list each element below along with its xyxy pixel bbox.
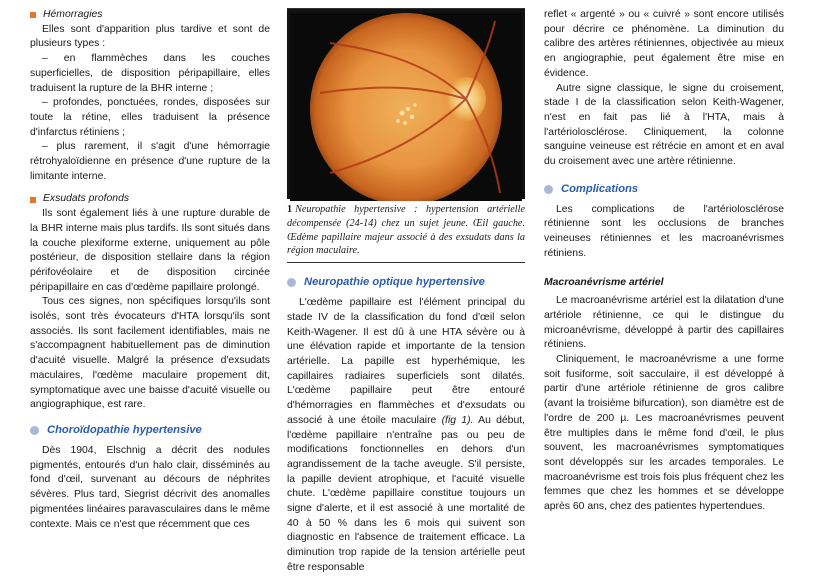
circle-bullet-icon: [30, 426, 39, 435]
circle-bullet-icon: [287, 278, 296, 287]
croisement-paragraph: Autre signe classique, le signe du croisement, stade I de la classification selon Keith-Wagener, n'est en fait pas lié à l'HTA, mais à l'artériolosclérose. Cliniquement, la colonne sanguine veineuse est rétrécie en amont et en aval du croisement avec une artère rétinienne.: [544, 82, 784, 168]
figure-reference-link[interactable]: (fig 1).: [441, 414, 474, 426]
subheading-macroanevrisme: Macroanévrisme artériel: [544, 276, 664, 288]
subheading-hemorragies: Hémorragies: [30, 8, 270, 23]
column-left: [30, 0, 270, 532]
neuro-paragraph-1: L'œdème papillaire est l'élément principal du stade IV de la classification du fond d'œil selon Keith-Wagener. Il est dû à une HTA sévère ou à une élévation rapide et importante de la tension artérielle. La papille est hyperhémique, les capillaires radiaires superficiels sont dilatés. L'œdème papillaire peut être entouré d'hémorragies en flammèches et d'exsudats ou associé à une étoile maculaire (fig 1). Au début, l'œdème papillaire n'entraîne pas ou peu de modifications fonctionnelles en dehors d'un agrandissement de la tache aveugle. S'il persiste, la papille devient atrophique, et l'acuité visuelle chute. L'œdème papillaire constitue toujours un signe d'alerte, et il est associé à une mortalité de 40 à 50 % dans les 6 mois qui suivent son diagnostic en l'absence de traitement efficace. La diminution trop rapide de la tension artérielle peut être responsable: [287, 297, 526, 573]
hemo-item-1: – en flammèches dans les couches superficielles, de disposition péripapillaire, elles traduisent la rupture de la BHR interne ;: [30, 53, 270, 94]
figure-caption: 1 Neuropathie hypertensive : hypertension artérielle décompensée (24-14) chez un sujet jeune. Œil gauche. Œdème papillaire majeur associé à des exsudats dans la région maculaire.: [287, 204, 525, 257]
hemo-intro: Elles sont d'apparition plus tardive et sont de plusieurs types :: [30, 23, 270, 50]
fundus-photograph: [287, 9, 525, 199]
section-heading-neuropathie: Neuropathie optique hypertensive: [287, 275, 525, 290]
circle-bullet-icon: [544, 185, 553, 194]
section-heading-complications: Complications: [544, 182, 784, 197]
section-heading-choroidopathie: Choroïdopathie hypertensive: [30, 423, 270, 438]
column-middle: [287, 0, 525, 576]
subheading-exsudats: Exsudats profonds: [30, 192, 270, 207]
choro-paragraph-1: Dès 1904, Elschnig a décrit des nodules pigmentés, entourés d'un halo clair, disséminés au fond d'œil, survenant au décours de néphrites sévères. Plus tard, Siegrist décrivit des anomalles pigmentées linéaires paravasculaires dans le même contexte. Mais ce n'est que récemment que ces: [30, 444, 270, 530]
hemo-item-3: – plus rarement, il s'agit d'une hémorragie rétrohyaloïdienne en présence d'une rupture de la limitante interne.: [30, 141, 270, 182]
hemo-item-2: – profondes, ponctuées, rondes, disposées sur toute la rétine, elles traduisent la présence d'infarctus rétiniens ;: [30, 97, 270, 138]
continued-paragraph: reflet « argenté » ou « cuivré » sont encore utilisés pour décrire ce phénomène. La diminution du calibre des artères rétiniennes, objectivée au mieux en angiographie, peut également être mise en évidence.: [544, 9, 784, 79]
exsudats-paragraph-1: Ils sont également liés à une rupture durable de la BHR interne mais plus tardifs. Ils sont situés dans la couche plexiforme externe, uniquement au pôle postérieur, de disposition stellaire dans la région périfovéolaire et de disposition circinée péripapillaire en cas d'œdème papillaire prolongé.: [30, 208, 270, 293]
orange-square-bullet-icon: [30, 12, 36, 18]
macro-paragraph-1: Le macroanévrisme artériel est la dilatation d'une artériole rétinienne, ce qui le distingue du microanévrisme, développé à partir des capillaires rétiniens.: [544, 295, 784, 351]
exsudats-paragraph-2: Tous ces signes, non spécifiques lorsqu'ils sont isolés, sont très évocateurs d'HTA lorsqu'ils sont associés. Ils sont facilement identifiables, mais ne s'accompagnent habituellement pas de diminution d'acuité visuelle. Malgré la présence d'exsudats maculaires, l'œdème maculaire propement dit, symptomatique avec une baisse d'acuité visuelle ou angiographique, est rare.: [30, 296, 270, 411]
orange-square-bullet-icon: [30, 197, 36, 203]
complications-paragraph: Les complications de l'artériolosclérose rétinienne sont les occlusions de branches veineuses rétiniennes et les macroanévrismes rétiniens.: [544, 203, 784, 259]
macro-paragraph-2: Cliniquement, le macroanévrisme a une forme soit fusiforme, soit sacculaire, il est développé à partir d'une artériole rétinienne de gros calibre (avant la troisième bifurcation), son diamètre est de l'ordre de 200 µ. Les macroanévrismes peuvent être multiples dans le même fond d'œil, le plus souvent, les macroanévrismes symptomatiques sont développés sur les arcades temporales. Le macroanévrisme est trois fois plus fréquent chez les femmes que chez les hommes et se développe après 60 ans, chez des patientes hypertendues.: [544, 354, 784, 513]
column-right: [544, 0, 784, 515]
fundus-image-icon: [290, 13, 522, 201]
